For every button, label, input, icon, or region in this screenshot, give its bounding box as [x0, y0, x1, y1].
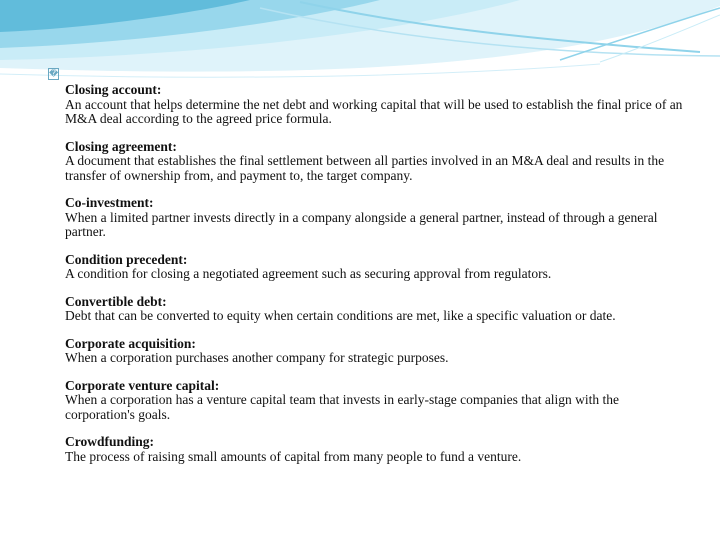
term-definition: An account that helps determine the net debt and working capital that will be used to establish the final price of an M&A deal according to the agreed price formula.: [65, 96, 683, 126]
term-definition: When a corporation purchases another company for strategic purposes.: [65, 350, 449, 365]
glossary-entry: [65, 83, 685, 127]
term-title: Corporate acquisition:: [65, 335, 196, 351]
header-wave-decoration: [0, 0, 720, 90]
term-title: Corporate venture capital:: [65, 377, 220, 393]
bullet-marker-icon: �: [49, 69, 59, 79]
term-definition: When a corporation has a venture capital team that invests in early-stage companies that align with the corporation's goals.: [65, 392, 620, 422]
term-title: Convertible debt:: [65, 293, 167, 309]
glossary-entry: [65, 379, 685, 423]
glossary-entry: [65, 140, 685, 184]
term-definition: A condition for closing a negotiated agreement such as securing approval from regulators.: [65, 266, 552, 281]
term-definition: When a limited partner invests directly in a company alongside a general partner, instead of through a general partner.: [65, 209, 658, 239]
term-title: Closing account:: [65, 82, 162, 97]
glossary-entry: [65, 196, 685, 240]
term-title: Closing agreement:: [65, 138, 177, 154]
glossary-entry: [65, 435, 685, 464]
term-title: Crowdfunding:: [65, 434, 155, 449]
term-definition: The process of raising small amounts of capital from many people to fund a venture.: [65, 448, 522, 464]
glossary-entry: [65, 337, 685, 366]
term-title: Condition precedent:: [65, 251, 188, 267]
term-definition: Debt that can be converted to equity when certain conditions are met, like a specific valuation or date.: [65, 308, 616, 323]
glossary-entry: [65, 253, 685, 282]
term-title: Co-investment:: [65, 195, 154, 210]
glossary-entry: [65, 295, 685, 324]
glossary-list: [65, 83, 685, 464]
term-definition: A document that establishes the final settlement between all parties involved in an M&A deal and results in the transfer of ownership from, and payment to, the target company.: [65, 153, 665, 183]
